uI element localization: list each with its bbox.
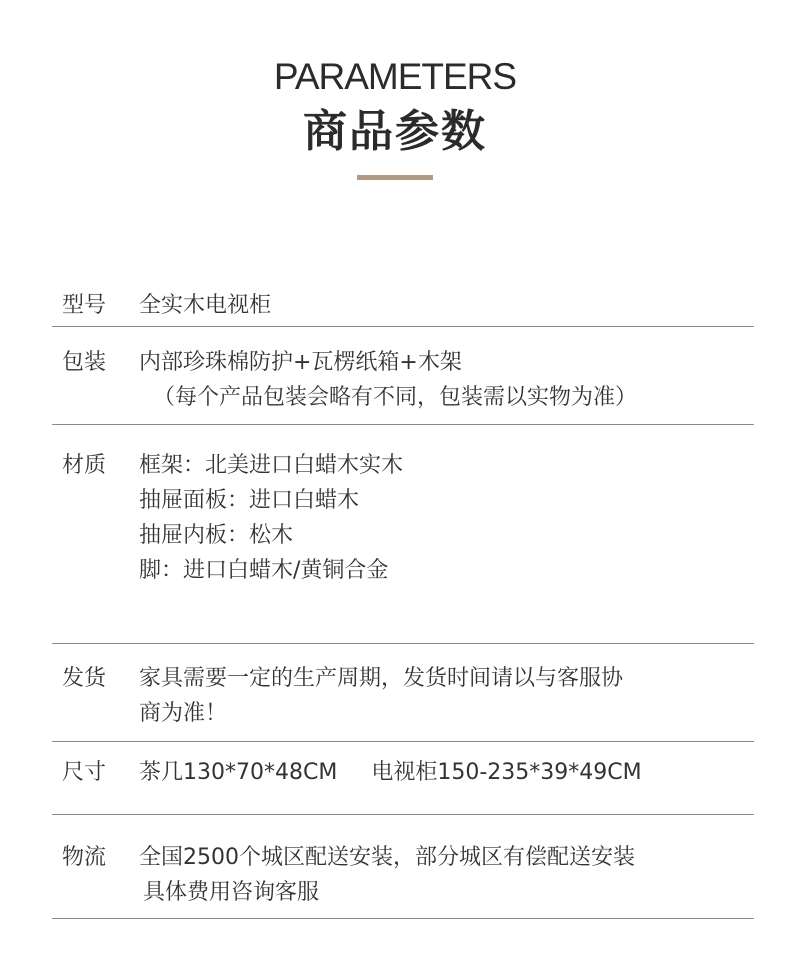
param-label: 物流 (62, 845, 107, 870)
param-value-line: 全实木电视柜 (139, 293, 272, 318)
param-value (139, 840, 635, 910)
param-label: 材质 (62, 453, 107, 478)
param-value-line: 家具需要一定的生产周期，发货时间请以与客服协 (139, 666, 624, 691)
param-value-line: 内部珍珠棉防护+瓦楞纸箱+木架 (139, 350, 462, 375)
param-value-line: 商为准！ (139, 701, 228, 726)
param-value-line: 脚：进口白蜡木/黄铜合金 (139, 558, 389, 583)
row-divider (52, 814, 754, 815)
param-label: 发货 (62, 666, 107, 691)
param-value (139, 345, 637, 415)
param-value (139, 755, 642, 790)
param-value (139, 661, 623, 731)
param-value-line: 抽屉内板：松木 (139, 523, 294, 548)
title-chinese: 商品参数 (303, 106, 487, 157)
param-value (139, 288, 271, 323)
row-divider (52, 643, 754, 644)
param-value-line: 框架：北美进口白蜡木实木 (139, 453, 404, 478)
size-tv-cabinet: 电视柜150-235*39*49CM (371, 760, 642, 785)
param-value-line: 全国2500个城区配送安装，部分城区有偿配送安装 (139, 845, 635, 870)
param-value-line: 具体费用咨询客服 (143, 880, 320, 905)
row-divider (52, 424, 754, 425)
param-value-line: （每个产品包装会略有不同，包装需以实物为准） (153, 385, 638, 410)
row-divider (52, 326, 754, 327)
param-value (139, 448, 403, 588)
size-coffee-table: 茶几130*70*48CM (139, 760, 338, 785)
row-divider (52, 918, 754, 919)
row-divider (52, 741, 754, 742)
param-value-line: 抽屉面板：进口白蜡木 (139, 488, 360, 513)
param-label: 型号 (62, 293, 107, 318)
param-label: 尺寸 (62, 760, 107, 785)
title-english: PARAMETERS (273, 56, 517, 97)
title-accent-bar (357, 175, 433, 180)
param-label: 包装 (62, 350, 107, 375)
